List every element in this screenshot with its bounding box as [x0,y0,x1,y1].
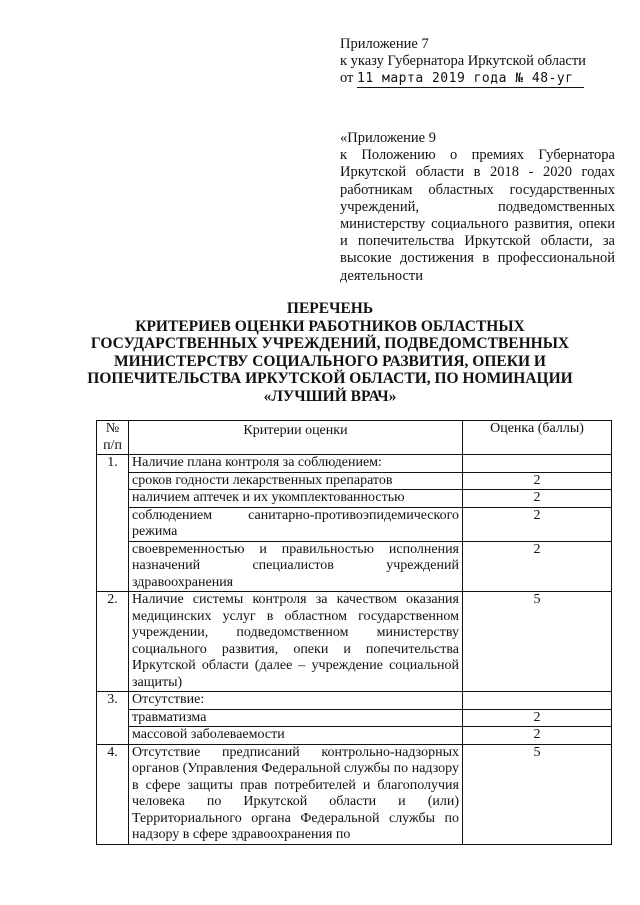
inner-appendix-title: «Приложение 9 [340,130,436,146]
decree-date-handwritten: 11 марта 2019 года № 48-уг [357,70,584,88]
title-line-5: ПОПЕЧИТЕЛЬСТВА ИРКУТСКОЙ ОБЛАСТИ, ПО НОМИНАЦИИ [87,370,573,387]
table-row: 4. Отсутствие предписаний контрольно-надзорных органов (Управления Федеральной службы по надзору в сфере защиты прав потребителей и благополучия человека по Иркутской области и (или) Территориального органа Федеральной службы по надзору в сфере здравоохранения по 5 [97,744,612,844]
table-row: 3. Отсутствие: [97,692,612,710]
header-num: № п/п [97,421,129,455]
table-row: наличием аптечек и их укомплектованностью 2 [97,490,612,508]
appendix-decree-ref: к указу Губернатора Иркутской области [340,53,586,69]
header-score: Оценка (баллы) [463,421,612,455]
header-criteria: Критерии оценки [129,421,463,455]
criteria-table [96,420,612,845]
title-line-1: ПЕРЕЧЕНЬ [286,300,374,317]
inner-appendix [340,130,615,285]
title-line-4: МИНИСТЕРСТВУ СОЦИАЛЬНОГО РАЗВИТИЯ, ОПЕКИ И [114,352,546,370]
table-row: сроков годности лекарственных препаратов 2 [97,472,612,490]
appendix-decree-date: от 11 марта 2019 года № 48-уг [340,70,615,88]
table-row: 1. Наличие плана контроля за соблюдением: [97,455,612,473]
inner-appendix-body: к Положению о премиях Губернатора Иркутской области в 2018 - 2020 годах работникам областных государственных учреждений, подведомственных министерству социального развития, опеки и попечительства Иркутской области, за высокие достижения в профессиональной деятельности [340,147,615,284]
table-header-row [97,421,612,455]
table-row: массовой заболеваемости 2 [97,727,612,745]
table-row: травматизма 2 [97,709,612,727]
table-row: своевременностью и правильностью исполнения назначений специалистов учреждений здравоохранения 2 [97,541,612,592]
table-row: соблюдением санитарно-противоэпидемического режима 2 [97,507,612,541]
title-line-6: «ЛУЧШИЙ ВРАЧ» [263,387,397,405]
title-line-2: КРИТЕРИЕВ ОЦЕНКИ РАБОТНИКОВ ОБЛАСТНЫХ [135,317,525,335]
title-line-3: ГОСУДАРСТВЕННЫХ УЧРЕЖДЕНИЙ, ПОДВЕДОМСТВЕННЫХ [90,335,570,352]
appendix-number: Приложение 7 [340,36,429,52]
document-title [70,300,590,405]
table-row: 2. Наличие системы контроля за качеством оказания медицинских услуг в областном государственном учреждении, подведомственном министерству социального развития, опеки и попечительства Иркутской области (далее – учреждение социальной защиты) 5 [97,592,612,692]
appendix-header [340,36,615,88]
